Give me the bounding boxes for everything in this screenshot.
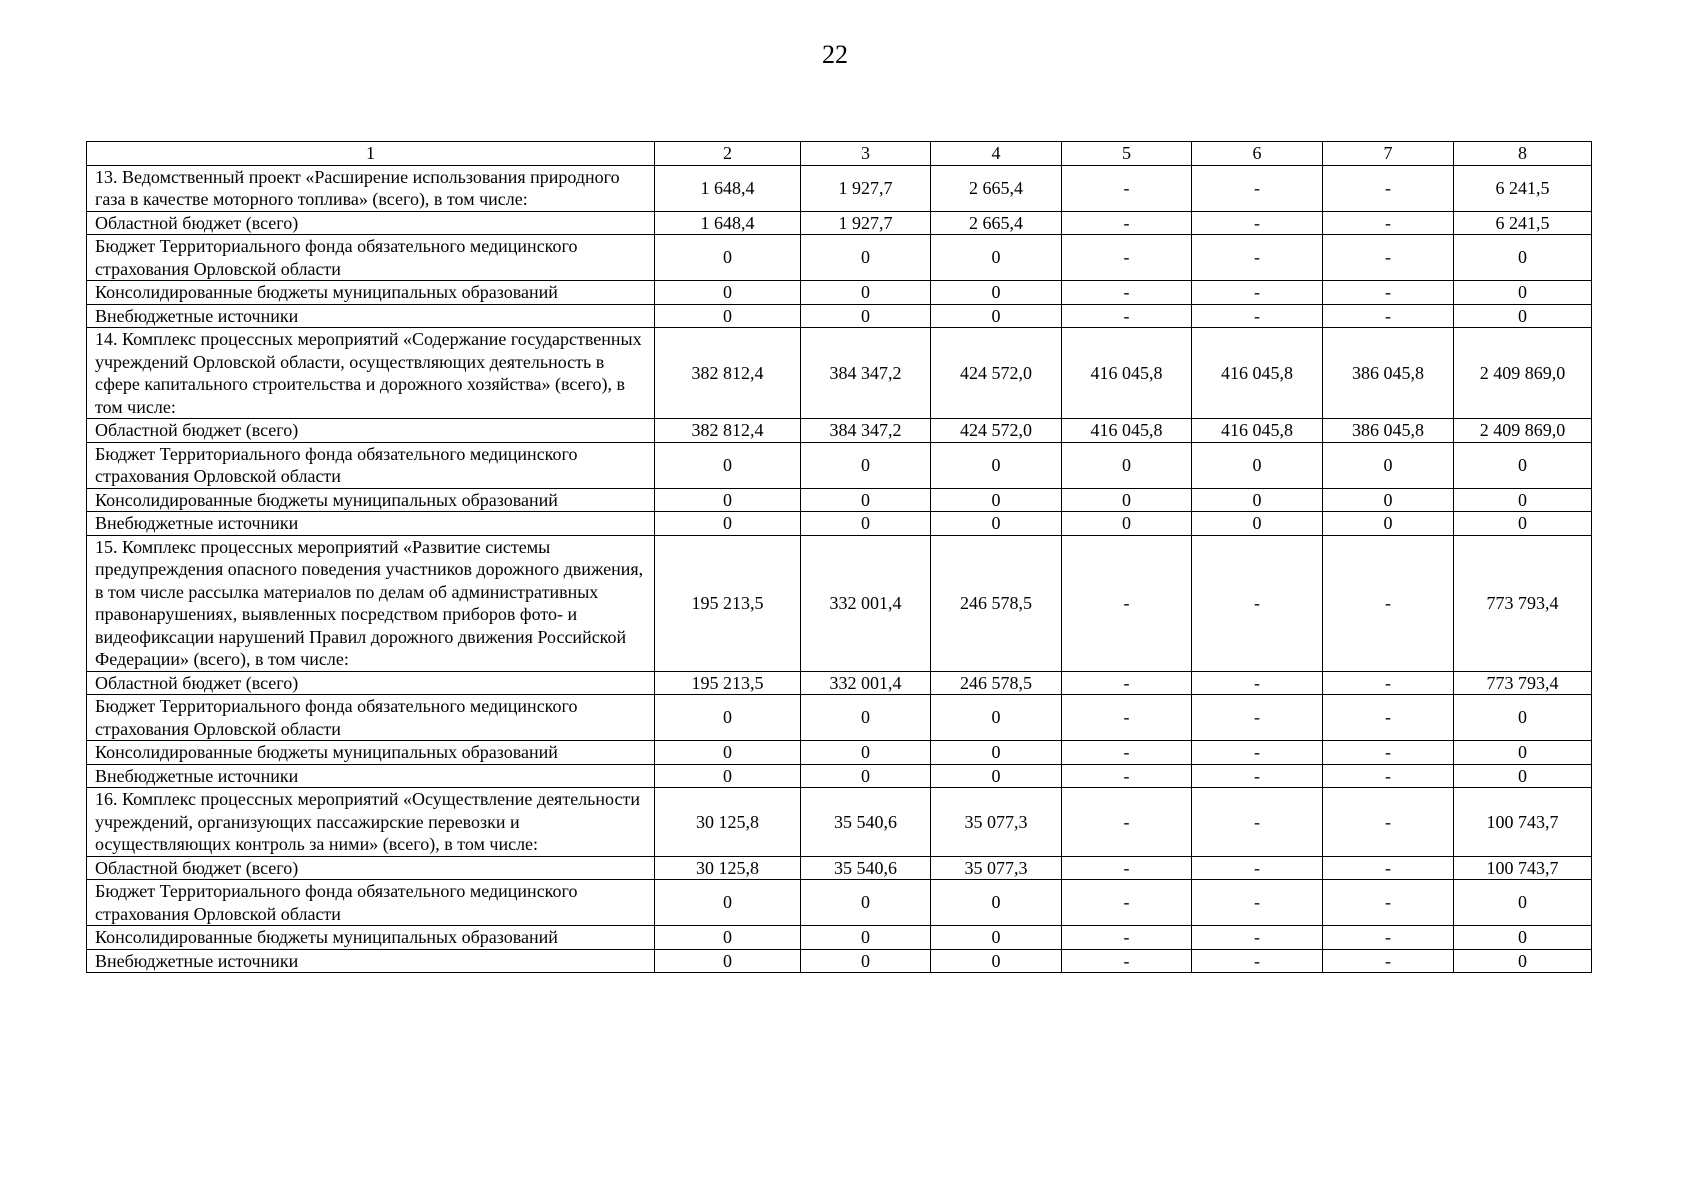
value-cell: 773 793,4 xyxy=(1454,535,1592,671)
table-row xyxy=(87,856,1592,880)
value-cell: - xyxy=(1323,695,1454,741)
header-cell: 8 xyxy=(1454,142,1592,166)
value-cell: 30 125,8 xyxy=(655,856,801,880)
value-cell: 0 xyxy=(1454,764,1592,788)
row-label: Областной бюджет (всего) xyxy=(87,211,655,235)
row-label: Бюджет Территориального фонда обязательного медицинского страхования Орловской области xyxy=(87,235,655,281)
table-row xyxy=(87,926,1592,950)
value-cell: 773 793,4 xyxy=(1454,671,1592,695)
row-label: Бюджет Территориального фонда обязательного медицинского страхования Орловской области xyxy=(87,695,655,741)
value-cell: - xyxy=(1062,211,1192,235)
value-cell: 0 xyxy=(801,949,931,973)
value-cell: 0 xyxy=(655,926,801,950)
value-cell: 0 xyxy=(655,949,801,973)
value-cell: - xyxy=(1192,926,1323,950)
table-row xyxy=(87,880,1592,926)
row-label: Консолидированные бюджеты муниципальных образований xyxy=(87,741,655,765)
value-cell: 0 xyxy=(655,741,801,765)
value-cell: 0 xyxy=(801,235,931,281)
row-label: 14. Комплекс процессных мероприятий «Содержание государственных учреждений Орловской области, осуществляющих деятельность в сфере капитального строительства и дорожного хозяйства» (всего), в том числе: xyxy=(87,328,655,419)
value-cell: - xyxy=(1062,695,1192,741)
value-cell: - xyxy=(1192,671,1323,695)
table-row xyxy=(87,488,1592,512)
value-cell: - xyxy=(1192,695,1323,741)
value-cell: 0 xyxy=(1454,304,1592,328)
value-cell: - xyxy=(1192,211,1323,235)
value-cell: 0 xyxy=(931,741,1062,765)
value-cell: 384 347,2 xyxy=(801,419,931,443)
value-cell: - xyxy=(1323,211,1454,235)
value-cell: - xyxy=(1323,165,1454,211)
value-cell: 0 xyxy=(931,880,1062,926)
value-cell: - xyxy=(1323,880,1454,926)
value-cell: 2 409 869,0 xyxy=(1454,419,1592,443)
value-cell: 0 xyxy=(801,695,931,741)
value-cell: - xyxy=(1323,281,1454,305)
value-cell: - xyxy=(1192,856,1323,880)
value-cell: 0 xyxy=(801,488,931,512)
row-label: Консолидированные бюджеты муниципальных образований xyxy=(87,488,655,512)
value-cell: 0 xyxy=(655,281,801,305)
row-label: 16. Комплекс процессных мероприятий «Осуществление деятельности учреждений, организующих пассажирские перевозки и осуществляющих контроль за ними» (всего), в том числе: xyxy=(87,788,655,857)
value-cell: - xyxy=(1192,880,1323,926)
value-cell: - xyxy=(1192,949,1323,973)
value-cell: - xyxy=(1323,235,1454,281)
value-cell: - xyxy=(1192,165,1323,211)
row-label: Областной бюджет (всего) xyxy=(87,671,655,695)
value-cell: - xyxy=(1062,535,1192,671)
row-label: Бюджет Территориального фонда обязательного медицинского страхования Орловской области xyxy=(87,880,655,926)
value-cell: 2 665,4 xyxy=(931,165,1062,211)
table-row xyxy=(87,535,1592,671)
value-cell: - xyxy=(1323,535,1454,671)
value-cell: 416 045,8 xyxy=(1192,328,1323,419)
table-row xyxy=(87,949,1592,973)
value-cell: - xyxy=(1192,535,1323,671)
page-number: 22 xyxy=(822,40,848,69)
table-row xyxy=(87,281,1592,305)
value-cell: - xyxy=(1323,949,1454,973)
value-cell: 0 xyxy=(655,304,801,328)
row-label: Внебюджетные источники xyxy=(87,512,655,536)
value-cell: - xyxy=(1323,788,1454,857)
value-cell: 0 xyxy=(801,764,931,788)
table-row xyxy=(87,165,1592,211)
value-cell: 0 xyxy=(801,512,931,536)
table-row xyxy=(87,419,1592,443)
value-cell: - xyxy=(1062,764,1192,788)
value-cell: 2 665,4 xyxy=(931,211,1062,235)
value-cell: 0 xyxy=(931,488,1062,512)
value-cell: 0 xyxy=(655,235,801,281)
value-cell: - xyxy=(1062,165,1192,211)
table-row xyxy=(87,211,1592,235)
value-cell: 2 409 869,0 xyxy=(1454,328,1592,419)
value-cell: 0 xyxy=(931,512,1062,536)
value-cell: 0 xyxy=(655,880,801,926)
header-cell: 7 xyxy=(1323,142,1454,166)
value-cell: 0 xyxy=(931,304,1062,328)
value-cell: 0 xyxy=(1454,442,1592,488)
value-cell: 0 xyxy=(931,235,1062,281)
value-cell: 0 xyxy=(931,926,1062,950)
value-cell: 0 xyxy=(655,442,801,488)
value-cell: 0 xyxy=(655,764,801,788)
value-cell: 35 540,6 xyxy=(801,788,931,857)
header-cell: 5 xyxy=(1062,142,1192,166)
table-row xyxy=(87,788,1592,857)
table-row xyxy=(87,512,1592,536)
value-cell: - xyxy=(1062,281,1192,305)
value-cell: 246 578,5 xyxy=(931,535,1062,671)
value-cell: 246 578,5 xyxy=(931,671,1062,695)
value-cell: - xyxy=(1323,926,1454,950)
value-cell: 382 812,4 xyxy=(655,328,801,419)
value-cell: - xyxy=(1062,949,1192,973)
value-cell: 382 812,4 xyxy=(655,419,801,443)
table-row xyxy=(87,671,1592,695)
row-label: Консолидированные бюджеты муниципальных образований xyxy=(87,926,655,950)
row-label: 15. Комплекс процессных мероприятий «Развитие системы предупреждения опасного поведения участников дорожного движения, в том числе рассылка материалов по делам об административных правонарушениях, выявленных посредством приборов фото- и видеофиксации нарушений Правил дорожного движения Российской Федерации» (всего), в том числе: xyxy=(87,535,655,671)
value-cell: 416 045,8 xyxy=(1062,328,1192,419)
value-cell: 0 xyxy=(1323,512,1454,536)
value-cell: 416 045,8 xyxy=(1062,419,1192,443)
value-cell: 195 213,5 xyxy=(655,671,801,695)
header-cell: 4 xyxy=(931,142,1062,166)
value-cell: - xyxy=(1192,788,1323,857)
value-cell: 0 xyxy=(1192,488,1323,512)
value-cell: 386 045,8 xyxy=(1323,419,1454,443)
value-cell: 1 927,7 xyxy=(801,165,931,211)
value-cell: 0 xyxy=(931,281,1062,305)
value-cell: 0 xyxy=(655,695,801,741)
value-cell: 384 347,2 xyxy=(801,328,931,419)
table-row xyxy=(87,235,1592,281)
value-cell: 195 213,5 xyxy=(655,535,801,671)
value-cell: 0 xyxy=(801,741,931,765)
table-row xyxy=(87,695,1592,741)
value-cell: 1 927,7 xyxy=(801,211,931,235)
value-cell: - xyxy=(1323,304,1454,328)
value-cell: 35 077,3 xyxy=(931,856,1062,880)
value-cell: 0 xyxy=(1454,741,1592,765)
value-cell: - xyxy=(1192,281,1323,305)
value-cell: 0 xyxy=(931,695,1062,741)
value-cell: - xyxy=(1062,304,1192,328)
row-label: 13. Ведомственный проект «Расширение использования природного газа в качестве моторного топлива» (всего), в том числе: xyxy=(87,165,655,211)
value-cell: 0 xyxy=(801,304,931,328)
value-cell: - xyxy=(1062,788,1192,857)
value-cell: 0 xyxy=(1062,488,1192,512)
value-cell: 0 xyxy=(655,488,801,512)
value-cell: 0 xyxy=(801,281,931,305)
row-label: Областной бюджет (всего) xyxy=(87,856,655,880)
value-cell: 0 xyxy=(801,442,931,488)
value-cell: - xyxy=(1062,671,1192,695)
value-cell: - xyxy=(1062,880,1192,926)
value-cell: 0 xyxy=(1454,488,1592,512)
value-cell: - xyxy=(1062,741,1192,765)
value-cell: 0 xyxy=(1192,512,1323,536)
row-label: Внебюджетные источники xyxy=(87,949,655,973)
value-cell: 0 xyxy=(1323,488,1454,512)
value-cell: 0 xyxy=(1454,281,1592,305)
value-cell: 424 572,0 xyxy=(931,328,1062,419)
value-cell: - xyxy=(1323,856,1454,880)
header-row xyxy=(87,142,1592,166)
header-cell: 6 xyxy=(1192,142,1323,166)
value-cell: 0 xyxy=(1454,926,1592,950)
value-cell: - xyxy=(1192,764,1323,788)
row-label: Внебюджетные источники xyxy=(87,764,655,788)
value-cell: 0 xyxy=(801,880,931,926)
value-cell: 100 743,7 xyxy=(1454,788,1592,857)
value-cell: 424 572,0 xyxy=(931,419,1062,443)
value-cell: - xyxy=(1062,926,1192,950)
budget-table xyxy=(86,141,1592,973)
row-label: Консолидированные бюджеты муниципальных образований xyxy=(87,281,655,305)
table-row xyxy=(87,328,1592,419)
value-cell: 0 xyxy=(1062,512,1192,536)
value-cell: 6 241,5 xyxy=(1454,165,1592,211)
table-body xyxy=(87,142,1592,973)
value-cell: 35 540,6 xyxy=(801,856,931,880)
value-cell: - xyxy=(1062,235,1192,281)
value-cell: - xyxy=(1192,741,1323,765)
value-cell: 0 xyxy=(1062,442,1192,488)
value-cell: 0 xyxy=(655,512,801,536)
value-cell: 386 045,8 xyxy=(1323,328,1454,419)
value-cell: 0 xyxy=(931,949,1062,973)
value-cell: 0 xyxy=(1454,695,1592,741)
value-cell: - xyxy=(1323,741,1454,765)
table-row xyxy=(87,764,1592,788)
row-label: Внебюджетные источники xyxy=(87,304,655,328)
value-cell: - xyxy=(1323,764,1454,788)
value-cell: 0 xyxy=(1323,442,1454,488)
value-cell: 1 648,4 xyxy=(655,165,801,211)
row-label: Бюджет Территориального фонда обязательного медицинского страхования Орловской области xyxy=(87,442,655,488)
value-cell: 0 xyxy=(931,442,1062,488)
table-row xyxy=(87,741,1592,765)
value-cell: 35 077,3 xyxy=(931,788,1062,857)
value-cell: 332 001,4 xyxy=(801,535,931,671)
header-cell: 1 xyxy=(87,142,655,166)
value-cell: 100 743,7 xyxy=(1454,856,1592,880)
header-cell: 2 xyxy=(655,142,801,166)
value-cell: 0 xyxy=(1454,880,1592,926)
value-cell: 332 001,4 xyxy=(801,671,931,695)
header-cell: 3 xyxy=(801,142,931,166)
table-row xyxy=(87,442,1592,488)
value-cell: - xyxy=(1192,235,1323,281)
value-cell: 0 xyxy=(1454,949,1592,973)
row-label: Областной бюджет (всего) xyxy=(87,419,655,443)
value-cell: - xyxy=(1192,304,1323,328)
value-cell: 1 648,4 xyxy=(655,211,801,235)
value-cell: 0 xyxy=(1454,512,1592,536)
value-cell: 30 125,8 xyxy=(655,788,801,857)
value-cell: 0 xyxy=(1192,442,1323,488)
value-cell: - xyxy=(1062,856,1192,880)
value-cell: 0 xyxy=(801,926,931,950)
table-row xyxy=(87,304,1592,328)
value-cell: - xyxy=(1323,671,1454,695)
value-cell: 0 xyxy=(931,764,1062,788)
value-cell: 0 xyxy=(1454,235,1592,281)
value-cell: 416 045,8 xyxy=(1192,419,1323,443)
value-cell: 6 241,5 xyxy=(1454,211,1592,235)
